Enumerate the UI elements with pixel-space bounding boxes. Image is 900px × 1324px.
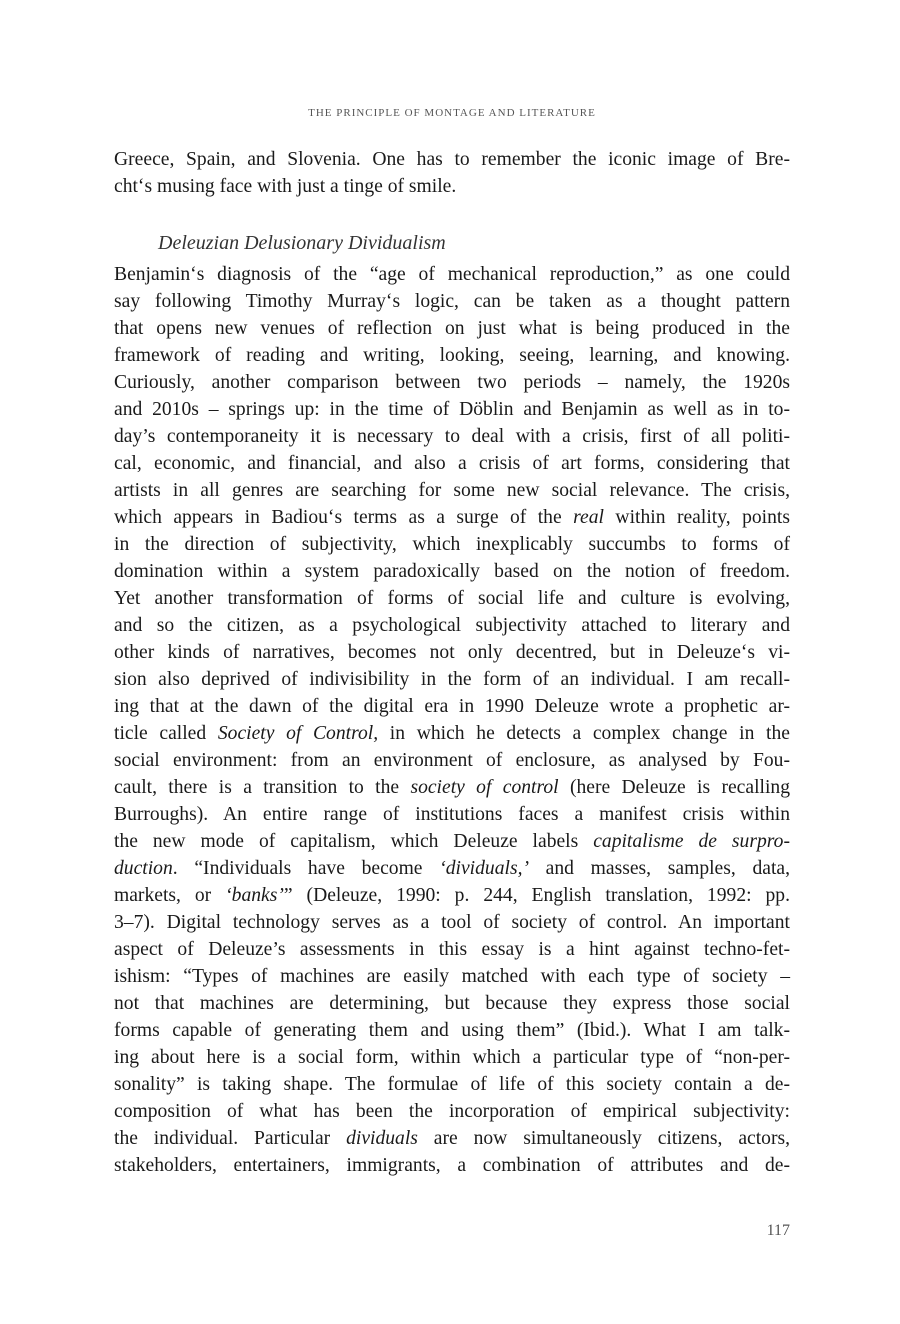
italic-run: capitalisme de surpro- bbox=[593, 831, 790, 852]
text-line bbox=[114, 369, 790, 396]
text-line bbox=[114, 936, 790, 963]
text-run: ” (Deleuze, 1990: p. 244, English translation, 1992: pp. bbox=[283, 885, 790, 906]
text-line bbox=[114, 477, 790, 504]
text-line bbox=[114, 963, 790, 990]
text-line: Greece, Spain, and Slovenia. One has to remember the iconic image of Bre- bbox=[114, 149, 790, 170]
text-line: cht‘s musing face with just a tinge of smile. bbox=[114, 176, 457, 197]
text-line bbox=[114, 1125, 790, 1152]
text-run: in which he detects a complex change in the bbox=[378, 723, 790, 744]
text-line bbox=[114, 423, 790, 450]
text-line bbox=[114, 531, 790, 558]
text-line bbox=[114, 990, 790, 1017]
text-run: not that machines are determining, but because they express those social bbox=[114, 993, 790, 1014]
text-line bbox=[114, 693, 790, 720]
text-run: framework of reading and writing, looking, seeing, learning, and knowing. bbox=[114, 345, 790, 366]
text-line bbox=[114, 1152, 790, 1179]
text-line bbox=[114, 747, 790, 774]
text-run: day’s contemporaneity it is necessary to deal with a crisis, first of all politi- bbox=[114, 426, 790, 447]
text-line bbox=[114, 585, 790, 612]
text-run: forms capable of generating them and using them” (Ibid.). What I am talk- bbox=[114, 1020, 790, 1041]
text-line bbox=[114, 288, 790, 315]
text-run: the individual. Particular bbox=[114, 1128, 347, 1149]
text-run: cault, there is a transition to the bbox=[114, 777, 411, 798]
text-line bbox=[114, 801, 790, 828]
text-run: Burroughs). An entire range of institutions faces a manifest crisis within bbox=[114, 804, 790, 825]
text-line bbox=[114, 342, 790, 369]
text-run: in the direction of subjectivity, which inexplicably succumbs to forms of bbox=[114, 534, 790, 555]
text-line bbox=[114, 450, 790, 477]
italic-run: ‘dividuals,’ bbox=[439, 858, 529, 879]
text-run: aspect of Deleuze’s assessments in this essay is a hint against techno-fet- bbox=[114, 939, 790, 960]
italic-run: dividuals bbox=[346, 1128, 418, 1149]
text-run: ticle called bbox=[114, 723, 218, 744]
text-run: stakeholders, entertainers, immigrants, a combination of attributes and de- bbox=[114, 1155, 790, 1176]
text-line bbox=[114, 720, 790, 747]
text-run: Curiously, another comparison between two periods – namely, the 1920s bbox=[114, 372, 790, 393]
text-run: 3–7). Digital technology serves as a tool of society of control. An important bbox=[114, 912, 790, 933]
italic-run: Society of Control, bbox=[217, 723, 379, 744]
text-run: within reality, points bbox=[603, 507, 790, 528]
text-line bbox=[114, 1017, 790, 1044]
text-line bbox=[114, 612, 790, 639]
page-number: 117 bbox=[766, 1222, 790, 1239]
text-line bbox=[114, 261, 790, 288]
text-run: . “Individuals have become bbox=[172, 858, 440, 879]
text-line bbox=[114, 639, 790, 666]
text-run: and so the citizen, as a psychological subjectivity attached to literary and bbox=[114, 615, 790, 636]
text-run: Yet another transformation of forms of social life and culture is evolving, bbox=[114, 588, 790, 609]
text-run: domination within a system paradoxically based on the notion of freedom. bbox=[114, 561, 790, 582]
text-run: the new mode of capitalism, which Deleuze labels bbox=[114, 831, 594, 852]
text-line bbox=[114, 504, 790, 531]
text-run: (here Deleuze is recalling bbox=[558, 777, 790, 798]
italic-run: ‘banks’ bbox=[225, 885, 284, 906]
text-line bbox=[114, 1098, 790, 1125]
text-run: ing about here is a social form, within which a particular type of “non-per- bbox=[114, 1047, 790, 1068]
text-line bbox=[114, 1071, 790, 1098]
text-line bbox=[114, 774, 790, 801]
text-line bbox=[114, 558, 790, 585]
text-run: composition of what has been the incorporation of empirical subjectivity: bbox=[114, 1101, 790, 1122]
text-run: markets, or bbox=[114, 885, 226, 906]
text-run: and masses, samples, data, bbox=[529, 858, 790, 879]
text-line bbox=[114, 828, 790, 855]
text-run: ishism: “Types of machines are easily matched with each type of society – bbox=[114, 966, 790, 987]
text-run: social environment: from an environment of enclosure, as analysed by Fou- bbox=[114, 750, 790, 771]
italic-run: duction bbox=[114, 858, 173, 879]
italic-run: society of control bbox=[410, 777, 559, 798]
intro-paragraph bbox=[114, 146, 790, 200]
text-line bbox=[114, 315, 790, 342]
text-run: cal, economic, and financial, and also a crisis of art forms, considering that bbox=[114, 453, 790, 474]
text-run: sonality” is taking shape. The formulae of life of this society contain a de- bbox=[114, 1074, 790, 1095]
section-heading: Deleuzian Delusionary Dividualism bbox=[158, 232, 446, 254]
text-line bbox=[114, 882, 790, 909]
text-line bbox=[114, 666, 790, 693]
text-run: sion also deprived of indivisibility in the form of an individual. I am recall- bbox=[114, 669, 790, 690]
text-line bbox=[114, 396, 790, 423]
text-run: other kinds of narratives, becomes not only decentred, but in Deleuze‘s vi- bbox=[114, 642, 790, 663]
text-run: and 2010s – springs up: in the time of Döblin and Benjamin as well as in to- bbox=[114, 399, 790, 420]
text-run: ing that at the dawn of the digital era in 1990 Deleuze wrote a prophetic ar- bbox=[114, 696, 790, 717]
text-run: that opens new venues of reflection on just what is being produced in the bbox=[114, 318, 790, 339]
text-run: are now simultaneously citizens, actors, bbox=[417, 1128, 790, 1149]
body-paragraph bbox=[114, 261, 790, 1179]
text-run: Benjamin‘s diagnosis of the “age of mechanical reproduction,” as one could bbox=[114, 264, 790, 285]
text-line bbox=[114, 909, 790, 936]
italic-run: real bbox=[573, 507, 604, 528]
text-run: which appears in Badiou‘s terms as a surge of the bbox=[114, 507, 574, 528]
text-run: artists in all genres are searching for some new social relevance. The crisis, bbox=[114, 480, 790, 501]
running-head: THE PRINCIPLE OF MONTAGE AND LITERATURE bbox=[308, 107, 596, 119]
text-line bbox=[114, 1044, 790, 1071]
text-run: say following Timothy Murray‘s logic, can be taken as a thought pattern bbox=[114, 291, 790, 312]
text-line bbox=[114, 855, 790, 882]
